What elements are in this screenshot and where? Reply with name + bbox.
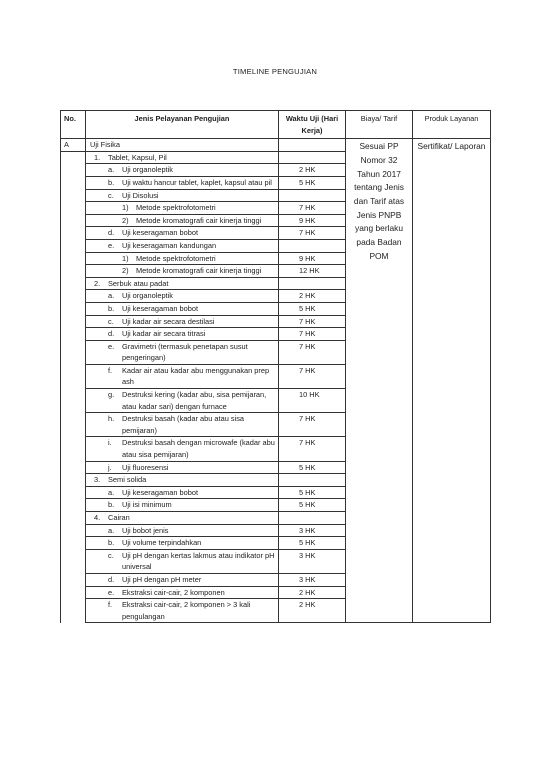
header-produk-layanan: Produk Layanan [413,111,491,139]
service-name: Cairan [108,513,130,522]
section-row [61,139,491,152]
test-duration: 7 HK [279,413,346,437]
service-name: Metode spektrofotometri [136,203,216,213]
test-duration: 7 HK [279,340,346,364]
biaya-tarif-cell: Sesuai PP Nomor 32 Tahun 2017 tentang Jenis dan Tarif atas Jenis PNPB yang berlaku pada Badan POM [346,139,413,623]
test-duration: 5 HK [279,486,346,499]
row-number-cell [61,599,86,623]
test-duration: 2 HK [279,599,346,623]
test-duration [279,151,346,164]
item-marker: c. [108,550,114,560]
row-number-cell [61,474,86,487]
item-marker: g. [108,390,115,400]
service-cell [86,461,279,474]
service-cell [86,202,279,215]
item-marker: d. [108,329,115,339]
item-marker: a. [108,487,115,497]
service-name: Uji isi minimum [122,500,172,510]
item-marker: e. [108,587,115,597]
document-title: TIMELINE PENGUJIAN [232,67,318,76]
row-number-cell [61,524,86,537]
item-marker: 1) [122,253,129,263]
row-number-cell [61,486,86,499]
service-cell [86,413,279,437]
service-cell [86,437,279,461]
service-cell [86,524,279,537]
timeline-table [60,110,491,623]
service-name: Serbuk atau padat [108,278,169,288]
test-duration [279,474,346,487]
item-marker: e. [108,240,115,250]
service-cell [86,252,279,265]
row-number-cell [61,437,86,461]
row-number-cell [61,164,86,177]
test-duration: 9 HK [279,214,346,227]
service-cell [86,549,279,573]
item-marker: a. [108,165,115,175]
row-number-cell [61,328,86,341]
service-name: Tablet, Kapsul, Pil [108,152,167,162]
row-number-cell [61,586,86,599]
item-marker: 1. [94,152,101,162]
row-number-cell [61,364,86,388]
item-marker: i. [108,438,112,448]
item-marker: f. [108,365,113,375]
test-duration [279,512,346,525]
service-cell [86,227,279,240]
service-cell [86,486,279,499]
service-name: Destruksi kering (kadar abu, sisa pemijaran, atau kadar sari) dengan furnace [122,390,267,411]
row-number-cell [61,537,86,550]
service-cell [86,389,279,413]
row-number-cell [61,239,86,252]
service-name: Uji pH dengan pH meter [122,574,202,584]
service-name: Uji fluoresensi [122,462,169,472]
section-number: A [61,139,86,152]
item-marker: c. [108,190,114,200]
table-body [61,139,491,623]
header-biaya-tarif: Biaya/ Tarif [346,111,413,139]
row-number-cell [61,302,86,315]
service-cell [86,599,279,623]
service-name: Uji keseragaman bobot [122,303,199,313]
service-name: Uji volume terpindahkan [122,538,202,548]
service-cell [86,499,279,512]
section-label: Uji Fisika [86,139,279,152]
item-marker: d. [108,228,115,238]
test-duration: 7 HK [279,364,346,388]
test-duration: 7 HK [279,227,346,240]
item-marker: 1) [122,203,129,213]
item-marker: 2) [122,215,129,225]
test-duration [279,189,346,202]
service-cell [86,302,279,315]
service-cell [86,364,279,388]
test-duration: 2 HK [279,290,346,303]
header-waktu-uji: Waktu Uji (Hari Kerja) [279,111,346,139]
test-duration: 5 HK [279,302,346,315]
test-duration: 2 HK [279,164,346,177]
service-name: Metode spektrofotometri [136,253,216,263]
test-duration: 5 HK [279,176,346,189]
row-number-cell [61,549,86,573]
row-number-cell [61,499,86,512]
service-name: Ekstraksi cair-cair, 2 komponen [122,587,225,597]
test-duration: 5 HK [279,537,346,550]
service-cell [86,164,279,177]
test-duration: 9 HK [279,252,346,265]
service-name: Semi solida [108,475,147,485]
service-cell [86,214,279,227]
item-marker: b. [108,538,115,548]
service-name: Uji bobot jenis [122,525,169,535]
produk-layanan-cell: Sertifikat/ Laporan [413,139,491,623]
service-name: Uji organoleptik [122,291,173,301]
service-cell [86,474,279,487]
row-number-cell [61,176,86,189]
service-cell [86,573,279,586]
row-number-cell [61,277,86,290]
test-duration [279,239,346,252]
row-number-cell [61,151,86,164]
test-duration: 10 HK [279,389,346,413]
service-name: Uji kadar air secara destilasi [122,316,215,326]
test-duration: 3 HK [279,573,346,586]
test-duration: 5 HK [279,461,346,474]
service-name: Ekstraksi cair-cair, 2 komponen > 3 kali pengulangan [122,600,251,621]
row-number-cell [61,512,86,525]
item-marker: f. [108,600,113,610]
service-cell [86,290,279,303]
service-name: Destruksi basah (kadar abu atau sisa pemijaran) [122,414,245,435]
row-number-cell [61,252,86,265]
service-name: Metode kromatografi cair kinerja tinggi [136,266,262,276]
service-cell [86,512,279,525]
row-number-cell [61,315,86,328]
section-time [279,139,346,152]
service-cell [86,586,279,599]
service-name: Uji keseragaman bobot [122,228,199,238]
service-name: Uji organoleptik [122,165,173,175]
service-name: Uji waktu hancur tablet, kaplet, kapsul atau pil [122,177,272,187]
service-name: Metode kromatografi cair kinerja tinggi [136,215,262,225]
item-marker: h. [108,414,115,424]
service-cell [86,151,279,164]
service-cell [86,176,279,189]
header-jenis-pelayanan: Jenis Pelayanan Pengujian [86,111,279,139]
service-name: Uji kadar air secara titrasi [122,329,206,339]
item-marker: b. [108,303,115,313]
test-duration [279,277,346,290]
row-number-cell [61,290,86,303]
test-duration: 12 HK [279,265,346,278]
service-name: Destruksi basah dengan microwafe (kadar abu atau sisa pemijaran) [122,438,275,460]
service-cell [86,537,279,550]
test-duration: 3 HK [279,549,346,573]
test-duration: 7 HK [279,315,346,328]
row-number-cell [61,573,86,586]
item-marker: 4. [94,513,101,522]
row-number-cell [61,413,86,437]
item-marker: a. [108,525,115,535]
row-number-cell [61,214,86,227]
service-name: Uji keseragaman bobot [122,487,199,497]
test-duration: 2 HK [279,586,346,599]
service-name: Gravimetri (termasuk penetapan susut pengeringan) [122,341,248,363]
item-marker: a. [108,291,115,301]
row-number-cell [61,189,86,202]
test-duration: 7 HK [279,202,346,215]
item-marker: 2. [94,278,101,288]
test-duration: 7 HK [279,328,346,341]
table-header-row [61,111,491,139]
row-number-cell [61,389,86,413]
service-cell [86,315,279,328]
service-name: Uji Disolusi [122,190,159,200]
item-marker: b. [108,177,115,187]
row-number-cell [61,227,86,240]
test-duration: 3 HK [279,524,346,537]
header-no: No. [61,111,86,139]
service-cell [86,328,279,341]
test-duration: 5 HK [279,499,346,512]
item-marker: e. [108,341,115,351]
row-number-cell [61,340,86,364]
service-cell [86,277,279,290]
test-duration: 7 HK [279,437,346,461]
row-number-cell [61,461,86,474]
service-name: Kadar air atau kadar abu menggunakan prep ash [122,365,270,387]
item-marker: b. [108,500,115,510]
service-name: Uji keseragaman kandungan [122,240,217,250]
service-name: Uji pH dengan kertas lakmus atau indikator pH universal [122,550,275,572]
row-number-cell [61,265,86,278]
service-cell [86,239,279,252]
row-number-cell [61,202,86,215]
service-cell [86,189,279,202]
item-marker: 2) [122,266,129,276]
service-cell [86,340,279,364]
service-cell [86,265,279,278]
item-marker: d. [108,574,115,584]
item-marker: c. [108,316,114,326]
item-marker: 3. [94,475,101,485]
item-marker: j. [108,462,112,472]
